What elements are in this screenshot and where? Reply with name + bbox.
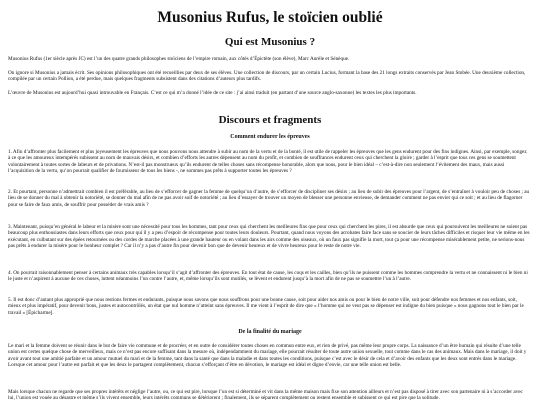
section-heading: De la finalité du mariage [238, 329, 302, 335]
intro-paragraph: L’œuvre de Musonius est aujourd’hui quasi introuvable en Français. C’est ce qui m’a donné l’idée de ce site : j’ai ainsi traduit (en partant d’une source anglo-saxonne) les textes les plus importants. [8, 90, 417, 96]
page-title: Musonius Rufus, le stoïcien oublié [157, 9, 383, 26]
intro-paragraph: Musonius Rufus (1er siècle après JC) est l’un des quatre grands philosophes stoïciens de l’empire romain, aux côtés d’Épictète (son élève), Marc Aurèle et Sénèque. [8, 56, 350, 62]
discours-heading: Discours et fragments [218, 114, 322, 126]
discours-paragraph: Mais lorsque chacun ne regarde que ses propres intérêts et néglige l’autre, ou, ce qui est pire, lorsque l’un est si déterminé et vit dans la même maison mais fixe son attention ailleurs et n’est pas disposé à tirer avec son partenaire ni à s’accorder avec lui, l’union est vouée au désastre et même s’ils vivent ensemble, leurs intérêts communs se détériorent ; finalement, ils se séparent complètement ou restent ensemble et subissent ce qui est pire que la solitude. [8, 389, 523, 402]
discours-paragraph: 3. Maintenant, puisqu’en général le labeur et la misère sont une nécessité pour tous les hommes, tant pour ceux qui cherchent les meilleures fins que pour ceux qui cherchent les pires, il est absurde que ceux qui poursuivent les meilleures ne soient pas beaucoup plus enthousiastes dans leurs efforts que ceux pour qui il y a peu d’espoir de récompense pour toutes leurs douleurs. Pourtant, quand nous voyons des acrobates faire face sans se soucier de leurs tâches difficiles et risquer leur vie même en les exécutant, en culbutant sur des épées retournées ou des cordes de marche placées à une grande hauteur ou en volant dans les airs comme des oiseaux, où un faux pas signifie la mort, tout ça pour une récompense misérablement petite, ne serions-nous pas prêts à endurer la misère pour le bonheur complet ? Car il n’y a pas d’autre fin pour devenir bon que de devenir heureux et de vivre heureux pour le reste de notre vie. [8, 224, 530, 250]
discours-paragraph: Le mari et la femme doivent se réunir dans le but de faire vie commune et de procréer, et en outre de considérer toutes choses en commun entre eux, et rien de privé, pas même leur propre corps. La naissance d’un être humain qui résulte d’une telle union est certes quelque chose de merveilleux, mais ce n’est pas encore suffisant dans la mesure où, indépendamment du mariage, elle pourrait résulter de toute autre union sexuelle, tout comme dans le cas des animaux. Mais dans le mariage, il doit y avoir avant tout une amitié parfaite et un amour mutuel du mari et de la femme, tant dans la santé que dans la maladie et dans toutes les conditions, puisque c’est avec le désir de cela et d’avoir des enfants que les deux sont entrés dans le mariage. Lorsque cet amour pour l’autre est parfait et que les deux le partagent complètement, chacun s’efforçant d’être en dévotion, le mariage est idéal et digne d’envie, car une telle union est belle. [8, 343, 527, 369]
intro-paragraph: On ignore si Musonius a jamais écrit. Ses opinions philosophiques ont été recueillies par deux de ses élèves. Une collection de discours, par un certain Lucius, formant la base des 21 longs extraits conservés par Jean Stobée. Une deuxième collection, compilée par un certain Pollion, a été perdue, mais quelques fragments subsistent dans des citations d’auteurs plus tardifs. [8, 70, 526, 83]
discours-paragraph: 1. Afin d’affronter plus facilement et plus joyeusement les épreuves que nous pouvons nous attendre à subir au nom de la vertu et de la bonté, il est utile de rappeler les épreuves que les gens endurent pour des fins indignes. Ainsi, par exemple, songez à ce que les amoureux intempérés subissent au nom de mauvais désirs, et combien d’efforts les autres dépensent au nom du profit, et combien de souffrances endurent ceux qui cherchent la gloire ; garder à l’esprit que tous ces gens se soumettent volontairement à toutes sortes de labeurs et de privations. N’est-il pas monstrueux qu’ils endurent de telles choses sans récompense honorable, alors que nous, pour le bien idéal – c’est-à-dire non seulement l’évitement des maux, mais aussi l’acquisition de la vertu, qu’on pourrait qualifier de fournisseur de tous les biens -, ne sommes pas prêts à supporter toutes les épreuves ? [8, 149, 527, 175]
section-heading: Comment endurer les épreuves [230, 134, 310, 140]
discours-paragraph: 5. Il est donc d’autant plus approprié que nous restions fermes et endurants, puisque nous savons que nous souffrons pour une bonne cause, soit pour aider nos amis ou pour le bien de notre ville, soit pour défendre nos femmes et nos enfants, soit, mieux et plus impératif, pour devenir bons, justes et autocontrôlés, un état que nul homme n’atteint sans épreuves. Il me vient à l’esprit de dire que « l’homme qui ne veut pas se dépenser est indigne du bien puisque « nous gagnons tout le bien par le travail » [Épicharme]. [8, 297, 524, 316]
discours-paragraph: 2. Et pourtant, personne n’admettrait combien il est préférable, au lieu de s’efforcer de gagner la femme de quelqu’un d’autre, de s’efforcer de discipliner ses désirs ; au lieu de subir des épreuves pour l’argent, de s’entraîner à vouloir peu de choses ; au lieu de se donner du mal à obtenir la notoriété, se donner du mal afin de ne pas avoir soif de notoriété ; au lieu d’essayer de trouver un moyen de blesser une personne envieuse, de demander comment ne pas envier qui ce soit ; et au lieu de flagorner pour se faire de faux amis, de souffrir pour posséder de vrais amis ? [8, 189, 530, 208]
intro-heading: Qui est Musonius ? [224, 36, 316, 48]
discours-paragraph: 4. On pourrait raisonnablement penser à certains animaux très capables lorsqu’il s’agit d’affronter des épreuves. En tout état de cause, les coqs et les cailles, bien qu’ils ne puissent comme les hommes comprendre la vertu et ne connaissent ni le bien ni le juste et n’aspirent à aucune de ces choses, luttent néanmoins l’un contre l’autre, et, même lorsqu’ils sont mutilés, se lèvent et endurent jusqu’à la mort afin de ne pas se soumettre l’un à l’autre. [8, 270, 528, 283]
